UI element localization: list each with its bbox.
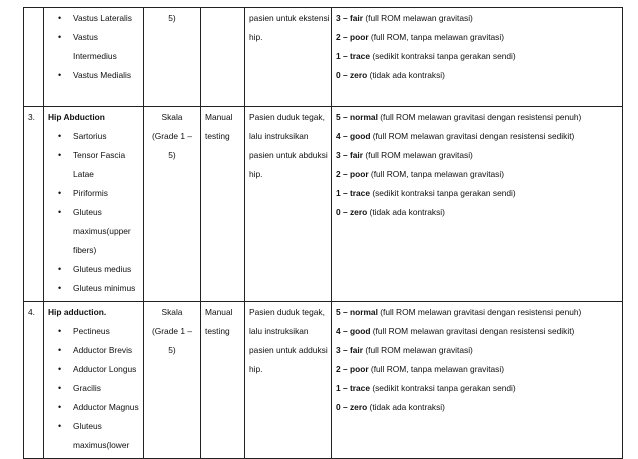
list-item xyxy=(48,263,143,276)
muscle-name: Tensor Fascia xyxy=(73,150,126,160)
method-text: Manual xyxy=(205,112,233,122)
grade-key: 0 – zero xyxy=(336,70,368,80)
grade-desc: (full ROM melawan gravitasi) xyxy=(365,150,473,160)
muscle-name: Adductor Magnus xyxy=(73,402,139,412)
position-text: lalu instruksikan xyxy=(249,131,309,141)
bullet-icon: • xyxy=(58,70,62,80)
grade-desc: (sedikit kontraksi tanpa gerakan sendi) xyxy=(372,188,516,198)
list-item xyxy=(48,282,143,295)
grade-key: 3 – fair xyxy=(336,345,364,355)
grade-line xyxy=(336,111,622,124)
list-item xyxy=(48,206,143,257)
scale-text: 5) xyxy=(168,345,176,355)
muscle-name: Gluteus medius xyxy=(73,264,132,274)
scale-cell xyxy=(144,302,201,459)
grade-key: 4 – good xyxy=(336,131,371,141)
muscle-name-cont: Latae xyxy=(73,169,94,179)
position-text: hip. xyxy=(249,32,263,42)
position-cell xyxy=(245,302,332,459)
position-text: Pasien duduk tegak, xyxy=(249,307,325,317)
grade-line xyxy=(336,401,622,414)
scale-text: (Grade 1 – xyxy=(151,326,193,336)
grade-key: 1 – trace xyxy=(336,188,370,198)
grade-desc: (full ROM, tanpa melawan gravitasi) xyxy=(370,364,505,374)
grade-line xyxy=(336,31,622,44)
muscle-list xyxy=(48,12,143,82)
list-item xyxy=(48,382,143,395)
table-row-hip-abduction xyxy=(24,107,623,302)
grade-key: 2 – poor xyxy=(336,364,369,374)
grade-desc: (full ROM, tanpa melawan gravitasi) xyxy=(370,169,505,179)
grade-line xyxy=(336,50,622,63)
grade-desc: (full ROM melawan gravitasi dengan resistensi sedikit) xyxy=(372,326,575,336)
grade-key: 3 – fair xyxy=(336,13,364,23)
bullet-icon: • xyxy=(58,32,62,42)
bullet-icon: • xyxy=(58,345,62,355)
grade-desc: (tidak ada kontraksi) xyxy=(369,402,445,412)
bullet-icon: • xyxy=(58,283,62,293)
muscle-name: Gracilis xyxy=(73,383,101,393)
muscle-list xyxy=(48,325,143,452)
grade-line xyxy=(336,187,622,200)
row-number: 3. xyxy=(28,112,35,122)
grade-desc: (tidak ada kontraksi) xyxy=(369,207,445,217)
bullet-icon: • xyxy=(58,383,62,393)
position-cell xyxy=(245,8,332,107)
muscle-cell xyxy=(44,107,144,302)
muscle-name: Piriformis xyxy=(73,188,108,198)
grade-line xyxy=(336,149,622,162)
grade-line xyxy=(336,130,622,143)
position-text: Pasien duduk tegak, xyxy=(249,112,325,122)
scale-text: 5) xyxy=(168,13,176,23)
muscle-test-table xyxy=(23,7,623,459)
method-cell xyxy=(201,302,245,459)
scale-text: 5) xyxy=(168,150,176,160)
grade-line xyxy=(336,363,622,376)
grade-cell xyxy=(332,107,623,302)
row-number-cell xyxy=(24,8,44,107)
muscle-name-cont: maximus(lower xyxy=(73,440,130,450)
table-row-hip-adduction xyxy=(24,302,623,459)
muscle-name-cont: Intermedius xyxy=(73,51,117,61)
muscle-name: Gluteus minimus xyxy=(73,283,136,293)
row-number-cell xyxy=(24,107,44,302)
grade-line xyxy=(336,69,622,82)
grade-key: 1 – trace xyxy=(336,51,370,61)
row-number: 4. xyxy=(28,307,35,317)
movement-title: Hip adduction. xyxy=(48,307,107,317)
grade-line xyxy=(336,12,622,25)
position-text: hip. xyxy=(249,364,263,374)
grade-cell xyxy=(332,302,623,459)
muscle-name: Gluteus xyxy=(73,207,102,217)
grade-line xyxy=(336,306,622,319)
grade-key: 4 – good xyxy=(336,326,371,336)
scale-cell xyxy=(144,8,201,107)
table-row-continued xyxy=(24,8,623,107)
list-item xyxy=(48,420,143,452)
list-item xyxy=(48,187,143,200)
muscle-cell xyxy=(44,8,144,107)
method-text: testing xyxy=(205,131,230,141)
grade-line xyxy=(336,325,622,338)
list-item xyxy=(48,344,143,357)
bullet-icon: • xyxy=(58,402,62,412)
grade-desc: (full ROM, tanpa melawan gravitasi) xyxy=(370,32,505,42)
grade-desc: (full ROM melawan gravitasi) xyxy=(365,13,473,23)
list-item xyxy=(48,12,143,25)
scale-cell xyxy=(144,107,201,302)
grade-desc: (full ROM melawan gravitasi) xyxy=(365,345,473,355)
muscle-name: Vastus Medialis xyxy=(73,70,132,80)
muscle-name: Vastus xyxy=(73,32,98,42)
row-number-cell xyxy=(24,302,44,459)
position-text: hip. xyxy=(249,169,263,179)
grade-line xyxy=(336,382,622,395)
list-item xyxy=(48,31,143,63)
muscle-name-cont: maximus(upper xyxy=(73,226,131,236)
muscle-name: Gluteus xyxy=(73,421,102,431)
bullet-icon: • xyxy=(58,150,62,160)
muscle-name: Pectineus xyxy=(73,326,110,336)
grade-line xyxy=(336,168,622,181)
bullet-icon: • xyxy=(58,421,62,431)
grade-desc: (tidak ada kontraksi) xyxy=(369,70,445,80)
muscle-name: Adductor Longus xyxy=(73,364,137,374)
grade-key: 2 – poor xyxy=(336,32,369,42)
movement-title: Hip Abduction xyxy=(48,112,105,122)
list-item xyxy=(48,363,143,376)
grade-cell xyxy=(332,8,623,107)
bullet-icon: • xyxy=(58,264,62,274)
grade-desc: (sedikit kontraksi tanpa gerakan sendi) xyxy=(372,383,516,393)
muscle-name: Vastus Lateralis xyxy=(73,13,132,23)
bullet-icon: • xyxy=(58,207,62,217)
method-cell xyxy=(201,8,245,107)
grade-desc: (full ROM melawan gravitasi dengan resistensi sedikit) xyxy=(372,131,575,141)
bullet-icon: • xyxy=(58,326,62,336)
position-text: pasien untuk ekstensi xyxy=(249,13,330,23)
method-cell xyxy=(201,107,245,302)
grade-key: 5 – normal xyxy=(336,112,378,122)
list-item xyxy=(48,325,143,338)
muscle-name: Sartorius xyxy=(73,131,107,141)
method-text: testing xyxy=(205,326,230,336)
position-text: pasien untuk adduksi xyxy=(249,345,328,355)
scale-text: (Grade 1 – xyxy=(151,131,193,141)
grade-desc: (full ROM melawan gravitasi dengan resistensi penuh) xyxy=(380,307,582,317)
bullet-icon: • xyxy=(58,364,62,374)
grade-desc: (full ROM melawan gravitasi dengan resistensi penuh) xyxy=(380,112,582,122)
grade-line xyxy=(336,206,622,219)
grade-key: 2 – poor xyxy=(336,169,369,179)
list-item xyxy=(48,69,143,82)
list-item xyxy=(48,401,143,414)
scale-text: Skala xyxy=(161,307,183,317)
position-text: pasien untuk abduksi xyxy=(249,150,328,160)
grade-key: 3 – fair xyxy=(336,150,364,160)
muscle-name: Adductor Brevis xyxy=(73,345,133,355)
muscle-cell xyxy=(44,302,144,459)
list-item xyxy=(48,130,143,143)
grade-desc: (sedikit kontraksi tanpa gerakan sendi) xyxy=(372,51,516,61)
position-cell xyxy=(245,107,332,302)
muscle-name-cont: fibers) xyxy=(73,245,97,255)
scale-text: Skala xyxy=(161,112,183,122)
grade-key: 5 – normal xyxy=(336,307,378,317)
bullet-icon: • xyxy=(58,188,62,198)
grade-key: 1 – trace xyxy=(336,383,370,393)
position-text: lalu instruksikan xyxy=(249,326,309,336)
grade-line xyxy=(336,344,622,357)
bullet-icon: • xyxy=(58,13,62,23)
grade-key: 0 – zero xyxy=(336,402,368,412)
method-text: Manual xyxy=(205,307,233,317)
list-item xyxy=(48,149,143,181)
muscle-list xyxy=(48,130,143,295)
bullet-icon: • xyxy=(58,131,62,141)
grade-key: 0 – zero xyxy=(336,207,368,217)
